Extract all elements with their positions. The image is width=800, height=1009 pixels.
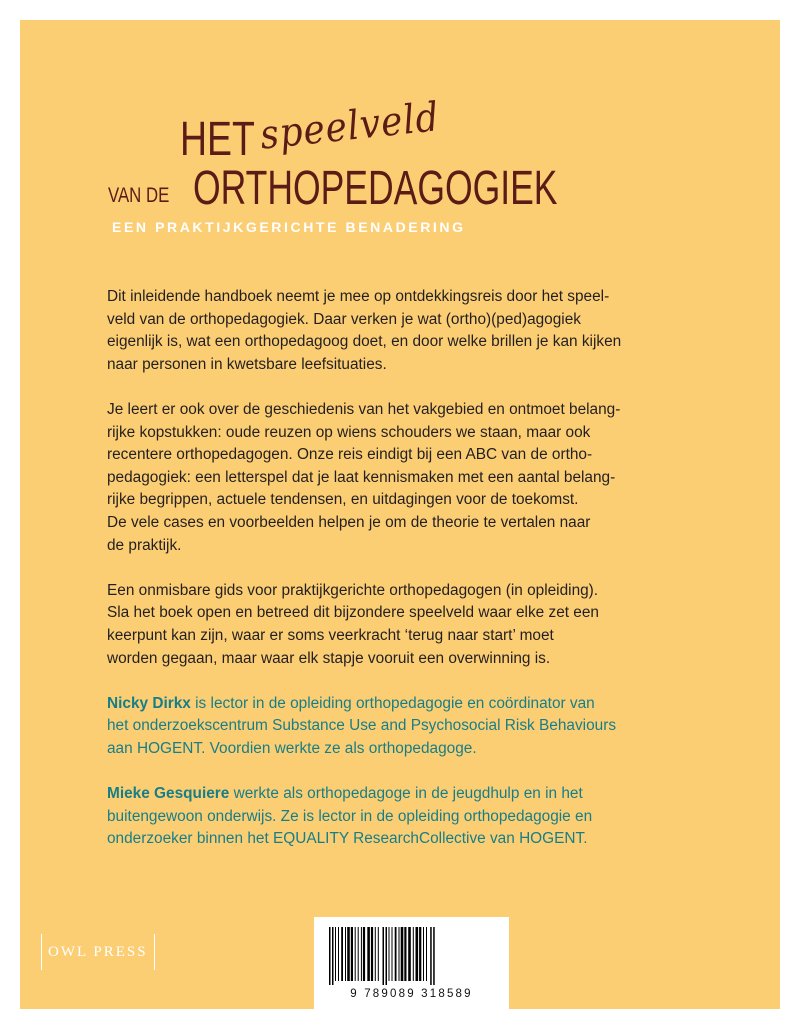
text-line: veld van de orthopedagogiek. Daar verken je wat (ortho)(ped)agogiek <box>107 310 581 328</box>
book-back-cover <box>20 20 780 1009</box>
barcode-bar <box>423 927 424 981</box>
barcode-bar <box>389 927 390 981</box>
barcode-bar <box>358 927 359 981</box>
barcode-bar <box>419 927 421 981</box>
paragraph-2 <box>107 399 647 557</box>
text-line: eigenlijk is, wat een orthopedagoog doet, en door welke brillen je kan kijken <box>107 333 622 351</box>
author-name: Nicky Dirkx <box>107 694 191 712</box>
text-line: naar personen in kwetsbare leefsituaties. <box>107 355 387 373</box>
text-line: het onderzoekscentrum Substance Use and Psychosocial Risk Behaviours <box>107 717 617 735</box>
barcode-bar <box>378 927 379 981</box>
barcode-bar <box>413 927 414 981</box>
text-line: Je leert er ook over de geschiedenis van het vakgebied en ontmoet belang- <box>107 400 621 418</box>
text-line: aan HOGENT. Voordien werkte ze als orthopedagoge. <box>107 739 477 757</box>
text-line: rijke begrippen, actuele tendensen, en uitdagingen voor de toekomst. <box>107 491 579 509</box>
text-line: keerpunt kan zijn, waar er soms veerkracht ‘terug naar start’ moet <box>107 626 554 644</box>
barcode-bar <box>375 927 376 981</box>
text-line: onderzoeker binnen het EQUALITY ResearchCollective van HOGENT. <box>107 830 588 848</box>
logo-divider <box>154 934 155 970</box>
isbn-number: 9 789089 318589 <box>350 988 473 1000</box>
title-van-de: VAN DE <box>108 184 170 207</box>
text-line: Een onmisbare gids voor praktijkgerichte orthopedagogen (in opleiding). <box>107 581 599 599</box>
barcode-bar <box>404 927 406 981</box>
text-line: buitengewoon onderwijs. Ze is lector in de opleiding orthopedagogie en <box>107 807 593 825</box>
text-line <box>107 693 647 716</box>
text-line: pedagogiek: een letterspel dat je laat kennismaken met een aantal belang- <box>107 468 616 486</box>
barcode-bars <box>329 927 494 985</box>
barcode-bar <box>371 927 373 981</box>
barcode-bar <box>363 927 365 981</box>
paragraph-3 <box>107 580 647 670</box>
author-bio-text: is lector in de opleiding orthopedagogie en coördinator van <box>190 694 595 712</box>
publisher-name: OWL PRESS <box>48 943 148 960</box>
text-line: de praktijk. <box>107 536 182 554</box>
barcode-bar <box>401 927 404 981</box>
barcode-bar <box>338 927 339 981</box>
author-bio-text: werkte als orthopedagoge in de jeugdhulp en in het <box>229 785 583 803</box>
title-block <box>20 20 780 260</box>
title-speelveld: speelveld <box>257 94 442 159</box>
barcode-bar <box>416 927 419 981</box>
barcode-bar <box>332 927 334 985</box>
text-line: De vele cases en voorbeelden helpen je om de theorie te vertalen naar <box>107 513 591 531</box>
barcode-bar <box>433 927 435 985</box>
author-bio-nicky-dirkx <box>107 693 647 761</box>
barcode-bar <box>392 927 393 981</box>
author-name: Mieke Gesquiere <box>107 785 230 803</box>
barcode-bar <box>351 927 353 981</box>
subtitle: EEN PRAKTIJKGERICHTE BENADERING <box>112 219 466 235</box>
barcode-bar <box>347 927 350 981</box>
author-bio-mieke-gesquiere <box>107 783 647 851</box>
barcode-bar <box>386 927 388 985</box>
text-line: Sla het boek open en betreed dit bijzondere speelveld waar elke zet een <box>107 604 599 622</box>
text-line: recentere orthopedagogen. Onze reis eindigt bij een ABC van de ortho- <box>107 446 593 464</box>
barcode-bar <box>395 927 397 981</box>
text-line: worden gegaan, maar waar elk stapje vooruit een overwinning is. <box>107 649 551 667</box>
barcode-bar <box>367 927 370 981</box>
blurb <box>107 286 647 873</box>
text-line <box>107 783 647 806</box>
text-line: rijke kopstukken: oude reuzen op wiens schouders we staan, maar ook <box>107 423 591 441</box>
barcode-bar <box>335 927 336 981</box>
barcode-bar <box>383 927 385 985</box>
barcode-bar <box>408 927 411 981</box>
barcode-bar <box>329 927 331 985</box>
title-het: HET <box>180 113 255 166</box>
barcode-bar <box>399 927 400 981</box>
barcode-bar <box>430 927 432 985</box>
barcode <box>314 917 509 1009</box>
barcode-bar <box>361 927 362 981</box>
text-line: Dit inleidende handboek neemt je mee op ontdekkingsreis door het speel- <box>107 288 610 305</box>
paragraph-1 <box>107 286 647 376</box>
barcode-bar <box>341 927 343 981</box>
barcode-bar <box>345 927 346 981</box>
publisher-logo <box>41 933 155 971</box>
barcode-bar <box>426 927 427 981</box>
barcode-bar <box>355 927 356 981</box>
title-orthopedagogiek: ORTHOPEDAGOGIEK <box>193 162 558 215</box>
